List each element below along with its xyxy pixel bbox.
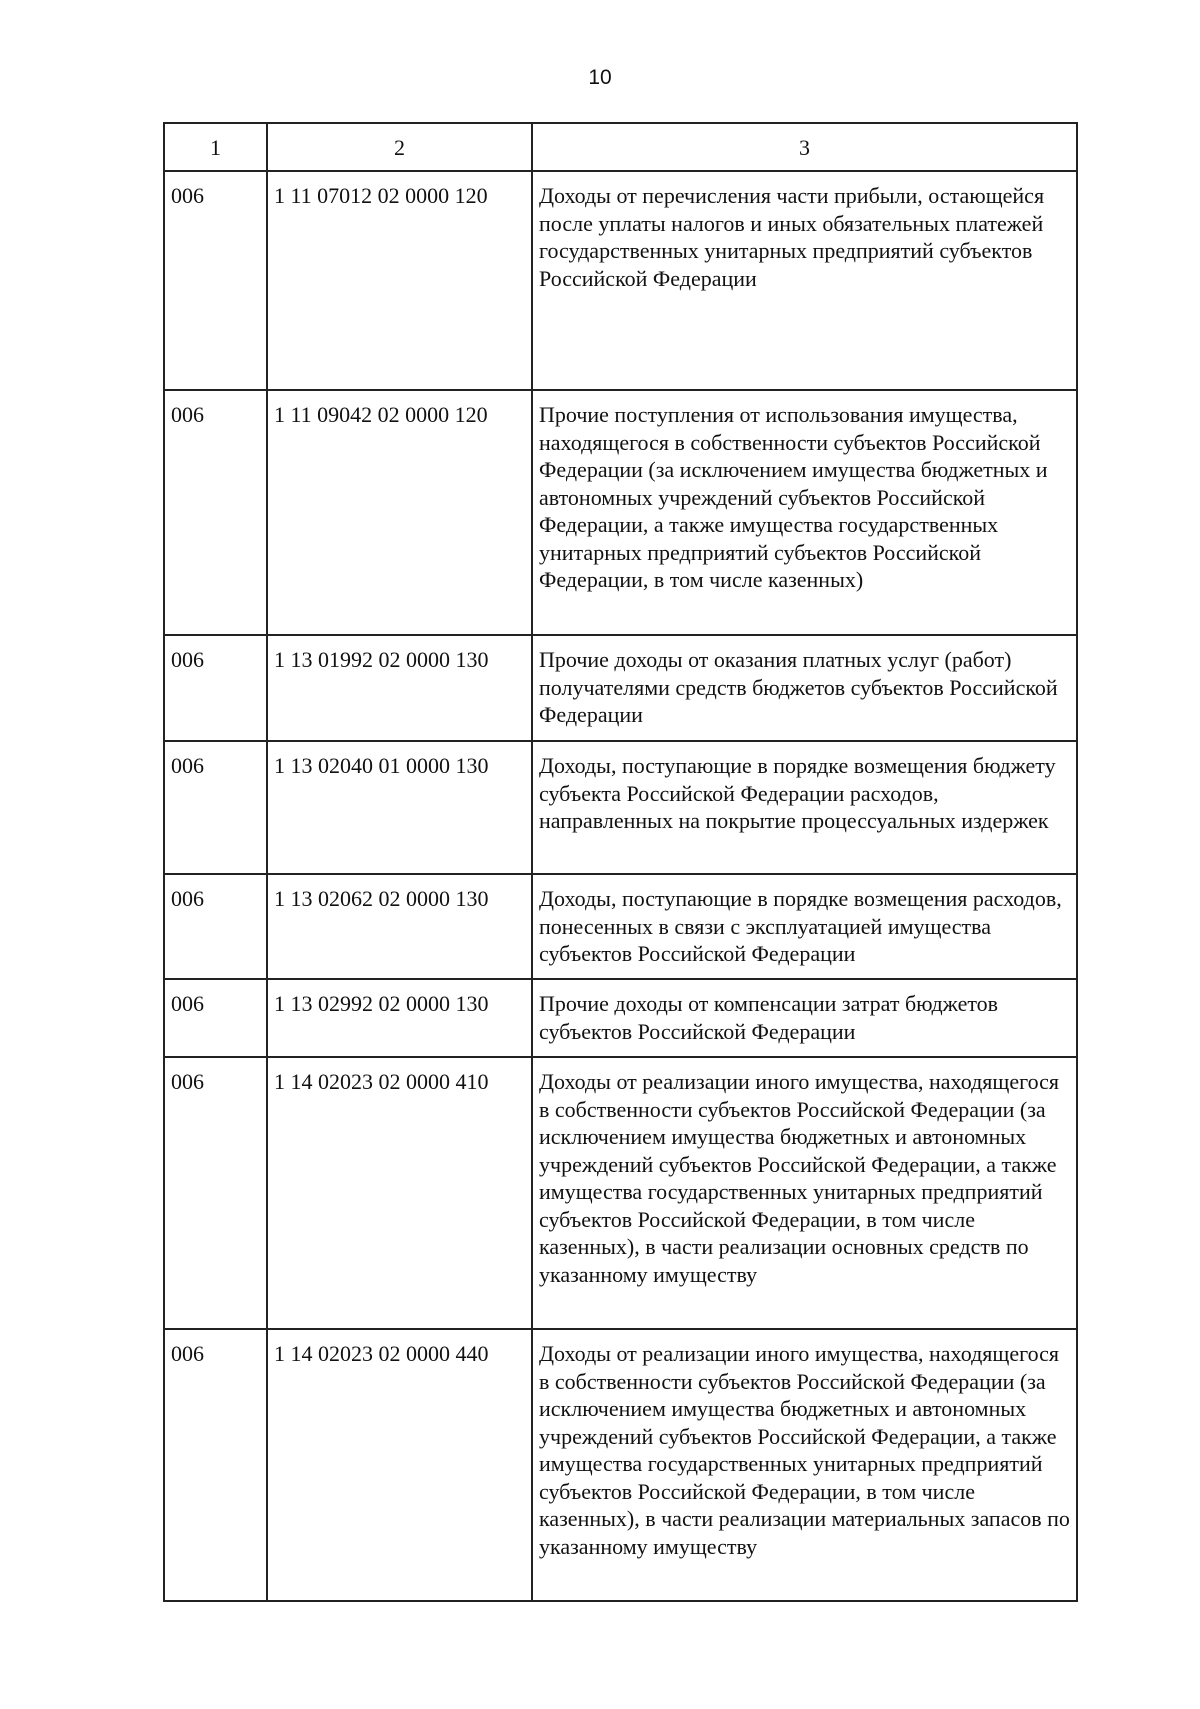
revenue-code-cell: 1 13 02062 02 0000 130 bbox=[267, 874, 532, 979]
table-row bbox=[164, 874, 1077, 979]
revenue-name-cell: Доходы от реализации иного имущества, находящегося в собственности субъектов Российской Федерации (за исключением имущества бюджетных и автономных учреждений субъектов Российской Федерации, а также имущества государственных унитарных предприятий субъектов Российской Федерации, в том числе казенных), в части реализации материальных запасов по указанному имуществу bbox=[532, 1329, 1077, 1601]
revenue-name-cell: Прочие доходы от компенсации затрат бюджетов субъектов Российской Федерации bbox=[532, 979, 1077, 1057]
revenue-name-cell: Доходы от реализации иного имущества, находящегося в собственности субъектов Российской Федерации (за исключением имущества бюджетных и автономных учреждений субъектов Российской Федерации, а также имущества государственных унитарных предприятий субъектов Российской Федерации, в том числе казенных), в части реализации основных средств по указанному имуществу bbox=[532, 1057, 1077, 1329]
table-row bbox=[164, 635, 1077, 741]
table-row bbox=[164, 979, 1077, 1057]
table-row bbox=[164, 1329, 1077, 1601]
column-header-2: 2 bbox=[267, 123, 532, 171]
revenue-code-cell: 1 13 02992 02 0000 130 bbox=[267, 979, 532, 1057]
revenue-name-cell: Доходы от перечисления части прибыли, остающейся после уплаты налогов и иных обязательных платежей государственных унитарных предприятий субъектов Российской Федерации bbox=[532, 171, 1077, 390]
admin-code-cell: 006 bbox=[164, 390, 267, 635]
table-row bbox=[164, 171, 1077, 390]
revenue-code-cell: 1 11 09042 02 0000 120 bbox=[267, 390, 532, 635]
table-row bbox=[164, 741, 1077, 874]
admin-code-cell: 006 bbox=[164, 635, 267, 741]
revenue-name-cell: Прочие поступления от использования имущества, находящегося в собственности субъектов Российской Федерации (за исключением имущества бюджетных и автономных учреждений субъектов Российской Федерации, а также имущества государственных унитарных предприятий субъектов Российской Федерации, в том числе казенных) bbox=[532, 390, 1077, 635]
revenue-name-cell: Прочие доходы от оказания платных услуг (работ) получателями средств бюджетов субъектов Российской Федерации bbox=[532, 635, 1077, 741]
admin-code-cell: 006 bbox=[164, 979, 267, 1057]
revenue-code-cell: 1 13 02040 01 0000 130 bbox=[267, 741, 532, 874]
revenue-code-cell: 1 14 02023 02 0000 440 bbox=[267, 1329, 532, 1601]
table-row bbox=[164, 1057, 1077, 1329]
table-header bbox=[164, 123, 1077, 171]
admin-code-cell: 006 bbox=[164, 741, 267, 874]
table-body bbox=[164, 171, 1077, 1601]
page-number: 10 bbox=[588, 66, 612, 89]
revenue-code-cell: 1 11 07012 02 0000 120 bbox=[267, 171, 532, 390]
admin-code-cell: 006 bbox=[164, 874, 267, 979]
revenue-name-cell: Доходы, поступающие в порядке возмещения бюджету субъекта Российской Федерации расходов, направленных на покрытие процессуальных издержек bbox=[532, 741, 1077, 874]
header-row bbox=[164, 123, 1077, 171]
revenue-code-cell: 1 13 01992 02 0000 130 bbox=[267, 635, 532, 741]
revenue-code-cell: 1 14 02023 02 0000 410 bbox=[267, 1057, 532, 1329]
column-header-1: 1 bbox=[164, 123, 267, 171]
revenue-codes-table bbox=[163, 122, 1078, 1602]
revenue-name-cell: Доходы, поступающие в порядке возмещения расходов, понесенных в связи с эксплуатацией имущества субъектов Российской Федерации bbox=[532, 874, 1077, 979]
table-row bbox=[164, 390, 1077, 635]
admin-code-cell: 006 bbox=[164, 1057, 267, 1329]
admin-code-cell: 006 bbox=[164, 1329, 267, 1601]
admin-code-cell: 006 bbox=[164, 171, 267, 390]
column-header-3: 3 bbox=[532, 123, 1077, 171]
